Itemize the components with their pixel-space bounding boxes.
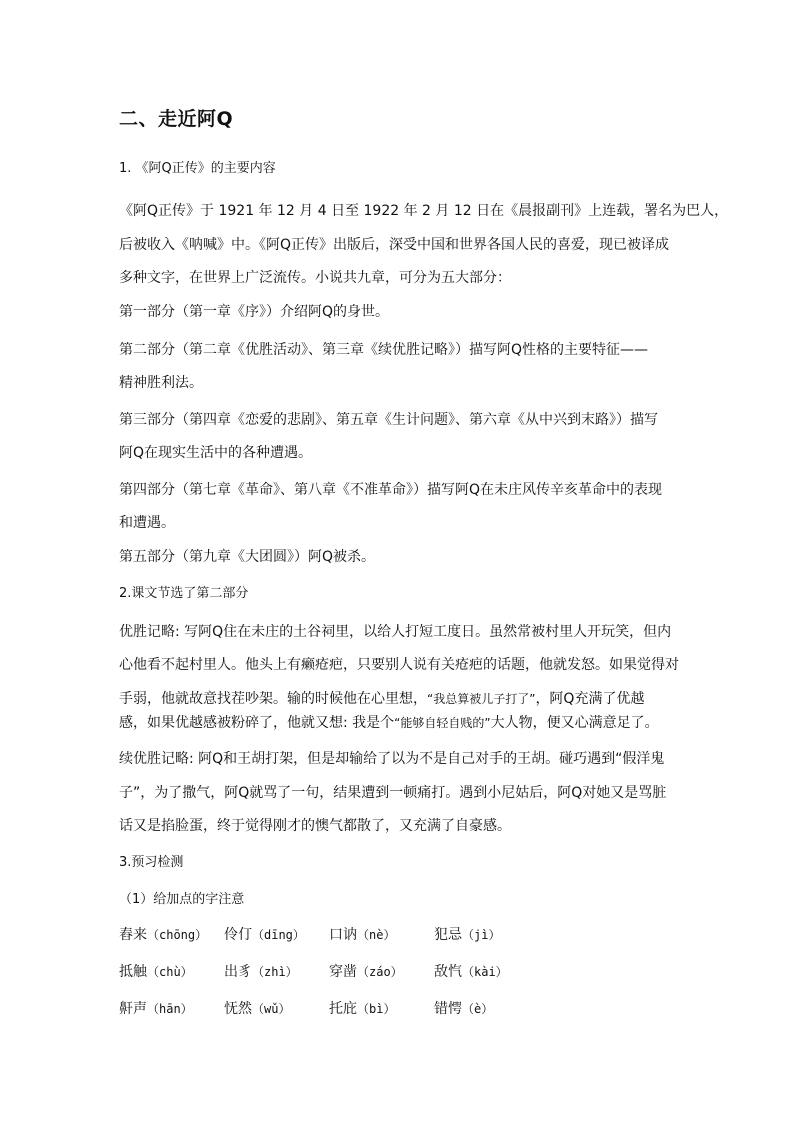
- vocab-item: 穿凿（záo）: [329, 964, 403, 980]
- intro-line-3: 多种文字，在世界上广泛流传。小说共九章，可分为五大部分：: [119, 270, 511, 286]
- part-3-line-2: 阿Q在现实生活中的各种遭遇。: [119, 445, 313, 461]
- section-heading: 二、走近阿Q: [119, 108, 234, 130]
- vocab-row-1: [119, 925, 679, 945]
- youshen-line-2: 心他看不起村里人。他头上有癞疮疤，只要别人说有关疮疤的话题，他就发怒。如果觉得对: [119, 657, 679, 673]
- quote-self-belittle: “能够自轻自贱的”: [394, 716, 491, 730]
- part-2-line-2: 精神胜利法。: [119, 375, 203, 391]
- vocab-item: 敌忾（kài）: [434, 964, 508, 980]
- intro-line-1: 《阿Q正传》于 1921 年 12 月 4 日至 1922 年 2 月 12 日在《晨报副刊》上连载，署名为巴人，: [119, 203, 729, 219]
- vocab-item: 错愕（è）: [434, 1001, 494, 1017]
- vocab-row-3: [119, 999, 679, 1019]
- vocab-row-2: [119, 962, 679, 982]
- intro-line-2: 后被收入《呐喊》中。《阿Q正传》出版后，深受中国和世界各国人民的喜爱，现已被译成: [119, 237, 670, 253]
- part-5-text: 第五部分（第九章《大团圆》）阿Q被杀。: [119, 549, 376, 565]
- vocab-item: 托庇（bì）: [329, 1001, 396, 1017]
- vocab-item: 怃然（wǔ）: [224, 1001, 291, 1017]
- part-4-line-1: 第四部分（第七章《革命》、第八章《不准革命》）描写阿Q在未庄风传辛亥革命中的表现: [119, 482, 663, 498]
- subsection-title-main-content: 1. 《阿Q正传》的主要内容: [119, 161, 276, 176]
- part-1-text: 第一部分（第一章《序》）介绍阿Q的身世。: [119, 304, 390, 320]
- vocab-item: 口讷（nè）: [329, 927, 396, 943]
- part-3-line-1: 第三部分（第四章《恋爱的悲剧》、第五章《生计问题》、第六章《从中兴到末路》）描写: [119, 412, 658, 428]
- vocab-item: 舂来（chōng）: [119, 927, 208, 943]
- xu-line-3: 话又是掐脸蛋，终于觉得刚才的懊气都散了，又充满了自豪感。: [119, 818, 511, 834]
- vocab-item: 犯忌（jì）: [434, 927, 501, 943]
- youshen-line-4: [119, 713, 659, 733]
- part-2-line-1: 第二部分（第二章《优胜活动》、第三章《续优胜记略》）描写阿Q性格的主要特征——: [119, 342, 649, 358]
- youshen-line-4-pre: 感，如果优越感被粉碎了，他就又想: 我是个: [119, 715, 395, 731]
- part-4-line-2: 和遭遇。: [119, 515, 175, 531]
- youshen-line-1: 优胜记略: 写阿Q住在未庄的土谷祠里，以给人打短工度日。虽然常被村里人开玩笑，但内: [119, 624, 672, 640]
- youshen-line-3: [119, 689, 644, 709]
- exercise-1-title: （1）给加点的字注意: [119, 892, 245, 907]
- youshen-line-4-post: 大人物，便又心满意足了。: [490, 715, 659, 731]
- vocab-item: 抵触（chù）: [119, 964, 193, 980]
- subsection-title-excerpt: 2.课文节选了第二部分: [119, 586, 249, 601]
- vocab-item: 伶仃（dīng）: [224, 927, 305, 943]
- subsection-title-preview-check: 3.预习检测: [119, 855, 184, 870]
- quote-beaten-by-son: “我总算被儿子打了”: [427, 692, 536, 706]
- youshen-line-3-cont: ，阿Q充满了优越: [535, 691, 645, 707]
- vocab-item: 出豸（zhì）: [224, 964, 298, 980]
- vocab-item: 鼾声（hān）: [119, 1001, 193, 1017]
- xu-line-2: 子”，为了撒气，阿Q就骂了一句，结果遭到一顿痛打。遇到小尼姑后，阿Q对她又是骂脏: [119, 785, 667, 801]
- youshen-line-3-text: 手弱，他就故意找茬吵架。输的时候他在心里想，: [119, 691, 427, 707]
- xu-line-1: 续优胜记略: 阿Q和王胡打架，但是却输给了以为不是自己对手的王胡。碰巧遇到“假洋鬼: [119, 751, 665, 767]
